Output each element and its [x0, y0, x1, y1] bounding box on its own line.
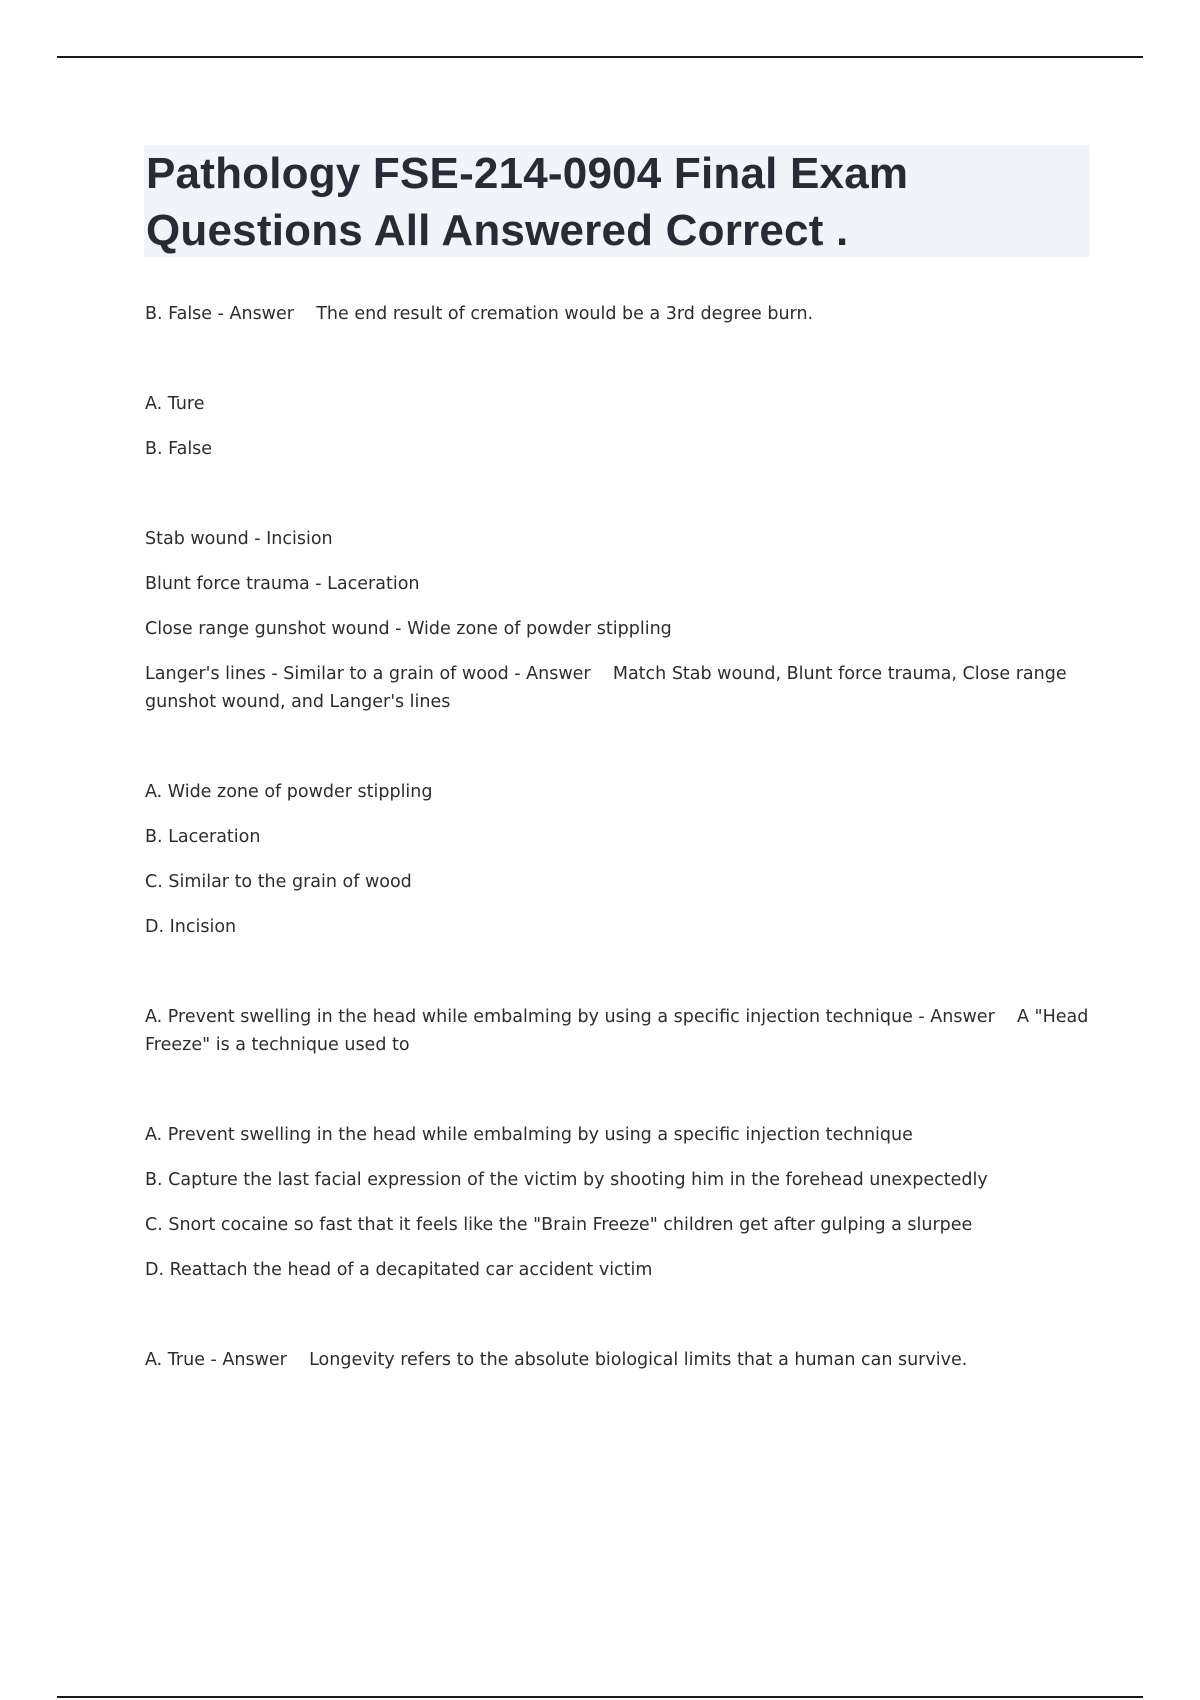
page-title	[144, 145, 1090, 259]
match-line: Blunt force trauma - Laceration	[145, 574, 420, 594]
answer-line: A. Prevent swelling in the head while embalming by using a specific injection technique - Answer A "Head Freeze" is a technique used to	[145, 1007, 1094, 1055]
option-line: C. Snort cocaine so fast that it feels like the "Brain Freeze" children get after gulping a slurpee	[145, 1215, 973, 1235]
match-line: Stab wound - Incision	[145, 529, 333, 549]
top-divider	[57, 56, 1143, 58]
option-line: A. Wide zone of powder stippling	[145, 782, 433, 802]
answer-line: Langer's lines - Similar to a grain of wood - Answer Match Stab wound, Blunt force trauma, Close range gunshot wound, and Langer's lines	[145, 664, 1073, 712]
option-line: A. Prevent swelling in the head while embalming by using a specific injection technique	[145, 1125, 913, 1145]
bottom-divider	[57, 1696, 1143, 1698]
option-line: B. Laceration	[145, 827, 261, 847]
title-banner	[144, 145, 1090, 257]
option-line: D. Reattach the head of a decapitated car accident victim	[145, 1260, 653, 1280]
title-line-2: Questions All Answered Correct .	[146, 206, 849, 255]
answer-line: B. False - Answer The end result of cremation would be a 3rd degree burn.	[145, 304, 814, 324]
qa-block	[145, 525, 1090, 716]
qa-block	[145, 300, 1090, 328]
qa-block	[145, 1346, 1090, 1374]
option-line: D. Incision	[145, 917, 237, 937]
option-line: B. False	[145, 439, 213, 459]
options-block	[145, 778, 1090, 941]
options-block	[145, 1121, 1090, 1284]
document-body	[145, 300, 1094, 1374]
title-line-1: Pathology FSE-214-0904 Final Exam	[146, 149, 909, 198]
option-line: B. Capture the last facial expression of the victim by shooting him in the forehead unexpectedly	[145, 1170, 988, 1190]
qa-block	[145, 1003, 1094, 1059]
option-line: A. Ture	[145, 394, 205, 414]
answer-line: A. True - Answer Longevity refers to the absolute biological limits that a human can survive.	[145, 1350, 968, 1370]
match-line: Close range gunshot wound - Wide zone of powder stippling	[145, 619, 672, 639]
option-line: C. Similar to the grain of wood	[145, 872, 412, 892]
options-block	[145, 390, 1090, 463]
